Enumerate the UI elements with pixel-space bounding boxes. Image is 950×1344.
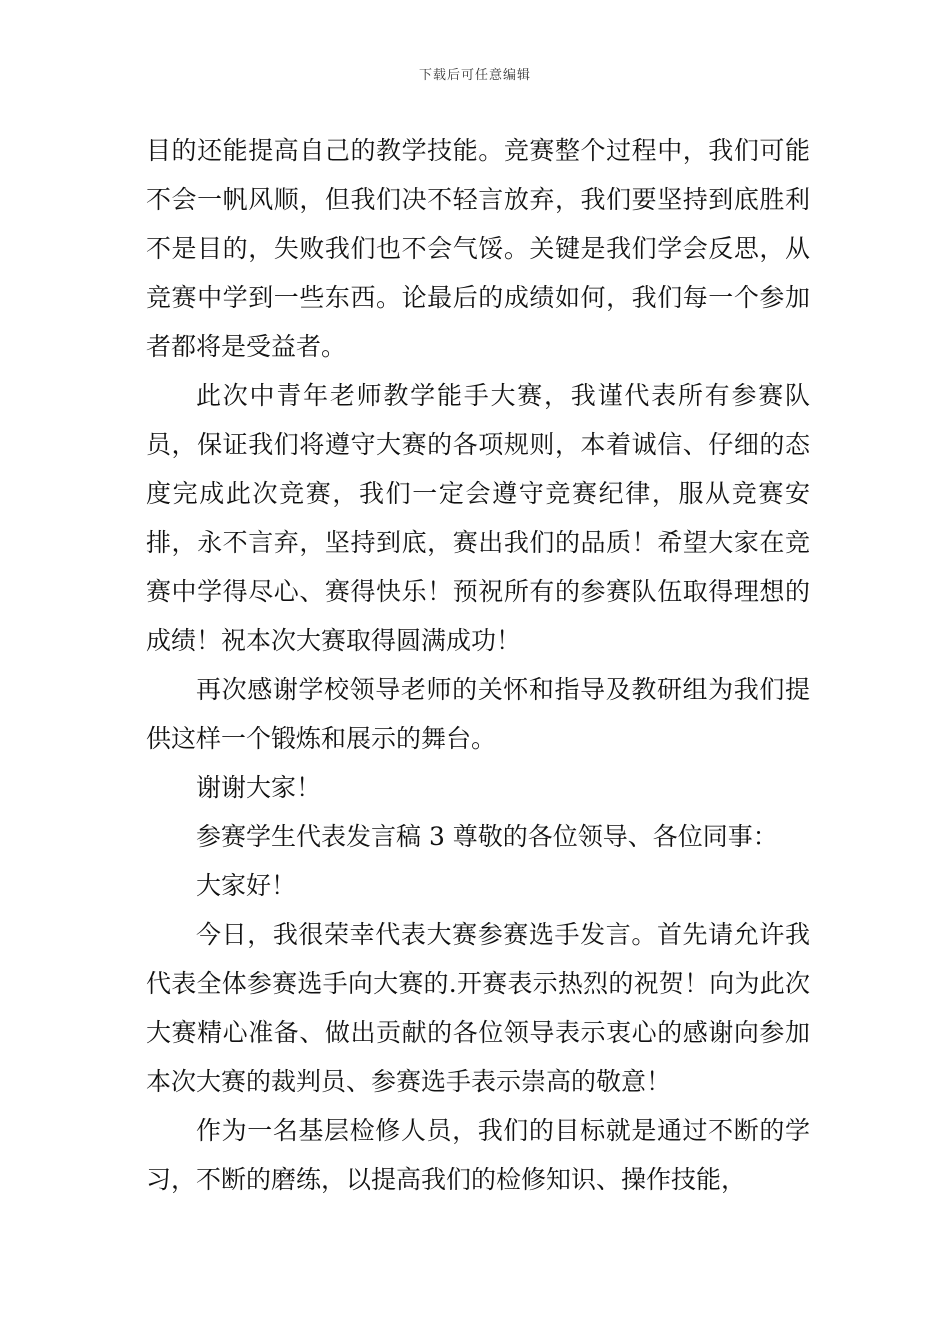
paragraph-pledge: 此次中青年老师教学能手大赛，我谨代表所有参赛队员，保证我们将遵守大赛的各项规则，本着诚信、仔细的态度完成此次竞赛，我们一定会遵守竞赛纪律，服从竞赛安排，永不言弃，坚持到底，赛出我们的品质！希望大家在竞赛中学得尽心、赛得快乐！预祝所有的参赛队伍取得理想的成绩！祝本次大赛取得圆满成功！ xyxy=(146,381,810,655)
paragraph-thanks: 再次感谢学校领导老师的关怀和指导及教研组为我们提供这样一个锻炼和展示的舞台。 xyxy=(146,675,810,753)
paragraph-closing: 谢谢大家！ xyxy=(196,773,322,802)
paragraph-continuation: 目的还能提高自己的教学技能。竞赛整个过程中，我们可能不会一帆风顺，但我们决不轻言放弃，我们要坚持到底胜利不是目的，失败我们也不会气馁。关键是我们学会反思，从竞赛中学到一些东西。论最后的成绩如何，我们每一个参加者都将是受益者。 xyxy=(146,136,810,361)
document-body xyxy=(146,126,810,1204)
section-heading: 参赛学生代表发言稿 3 尊敬的各位领导、各位同事： xyxy=(196,822,778,851)
paragraph-greeting: 大家好！ xyxy=(196,871,297,900)
page-header: 下载后可任意编辑 xyxy=(418,68,531,83)
paragraph-goal: 作为一名基层检修人员，我们的目标就是通过不断的学习，不断的磨练，以提高我们的检修知识、操作技能， xyxy=(146,1116,810,1194)
paragraph-intro: 今日，我很荣幸代表大赛参赛选手发言。首先请允许我代表全体参赛选手向大赛的.开赛表示热烈的祝贺！向为此次大赛精心准备、做出贡献的各位领导表示衷心的感谢向参加本次大赛的裁判员、参赛选手表示崇高的敬意！ xyxy=(146,920,810,1096)
